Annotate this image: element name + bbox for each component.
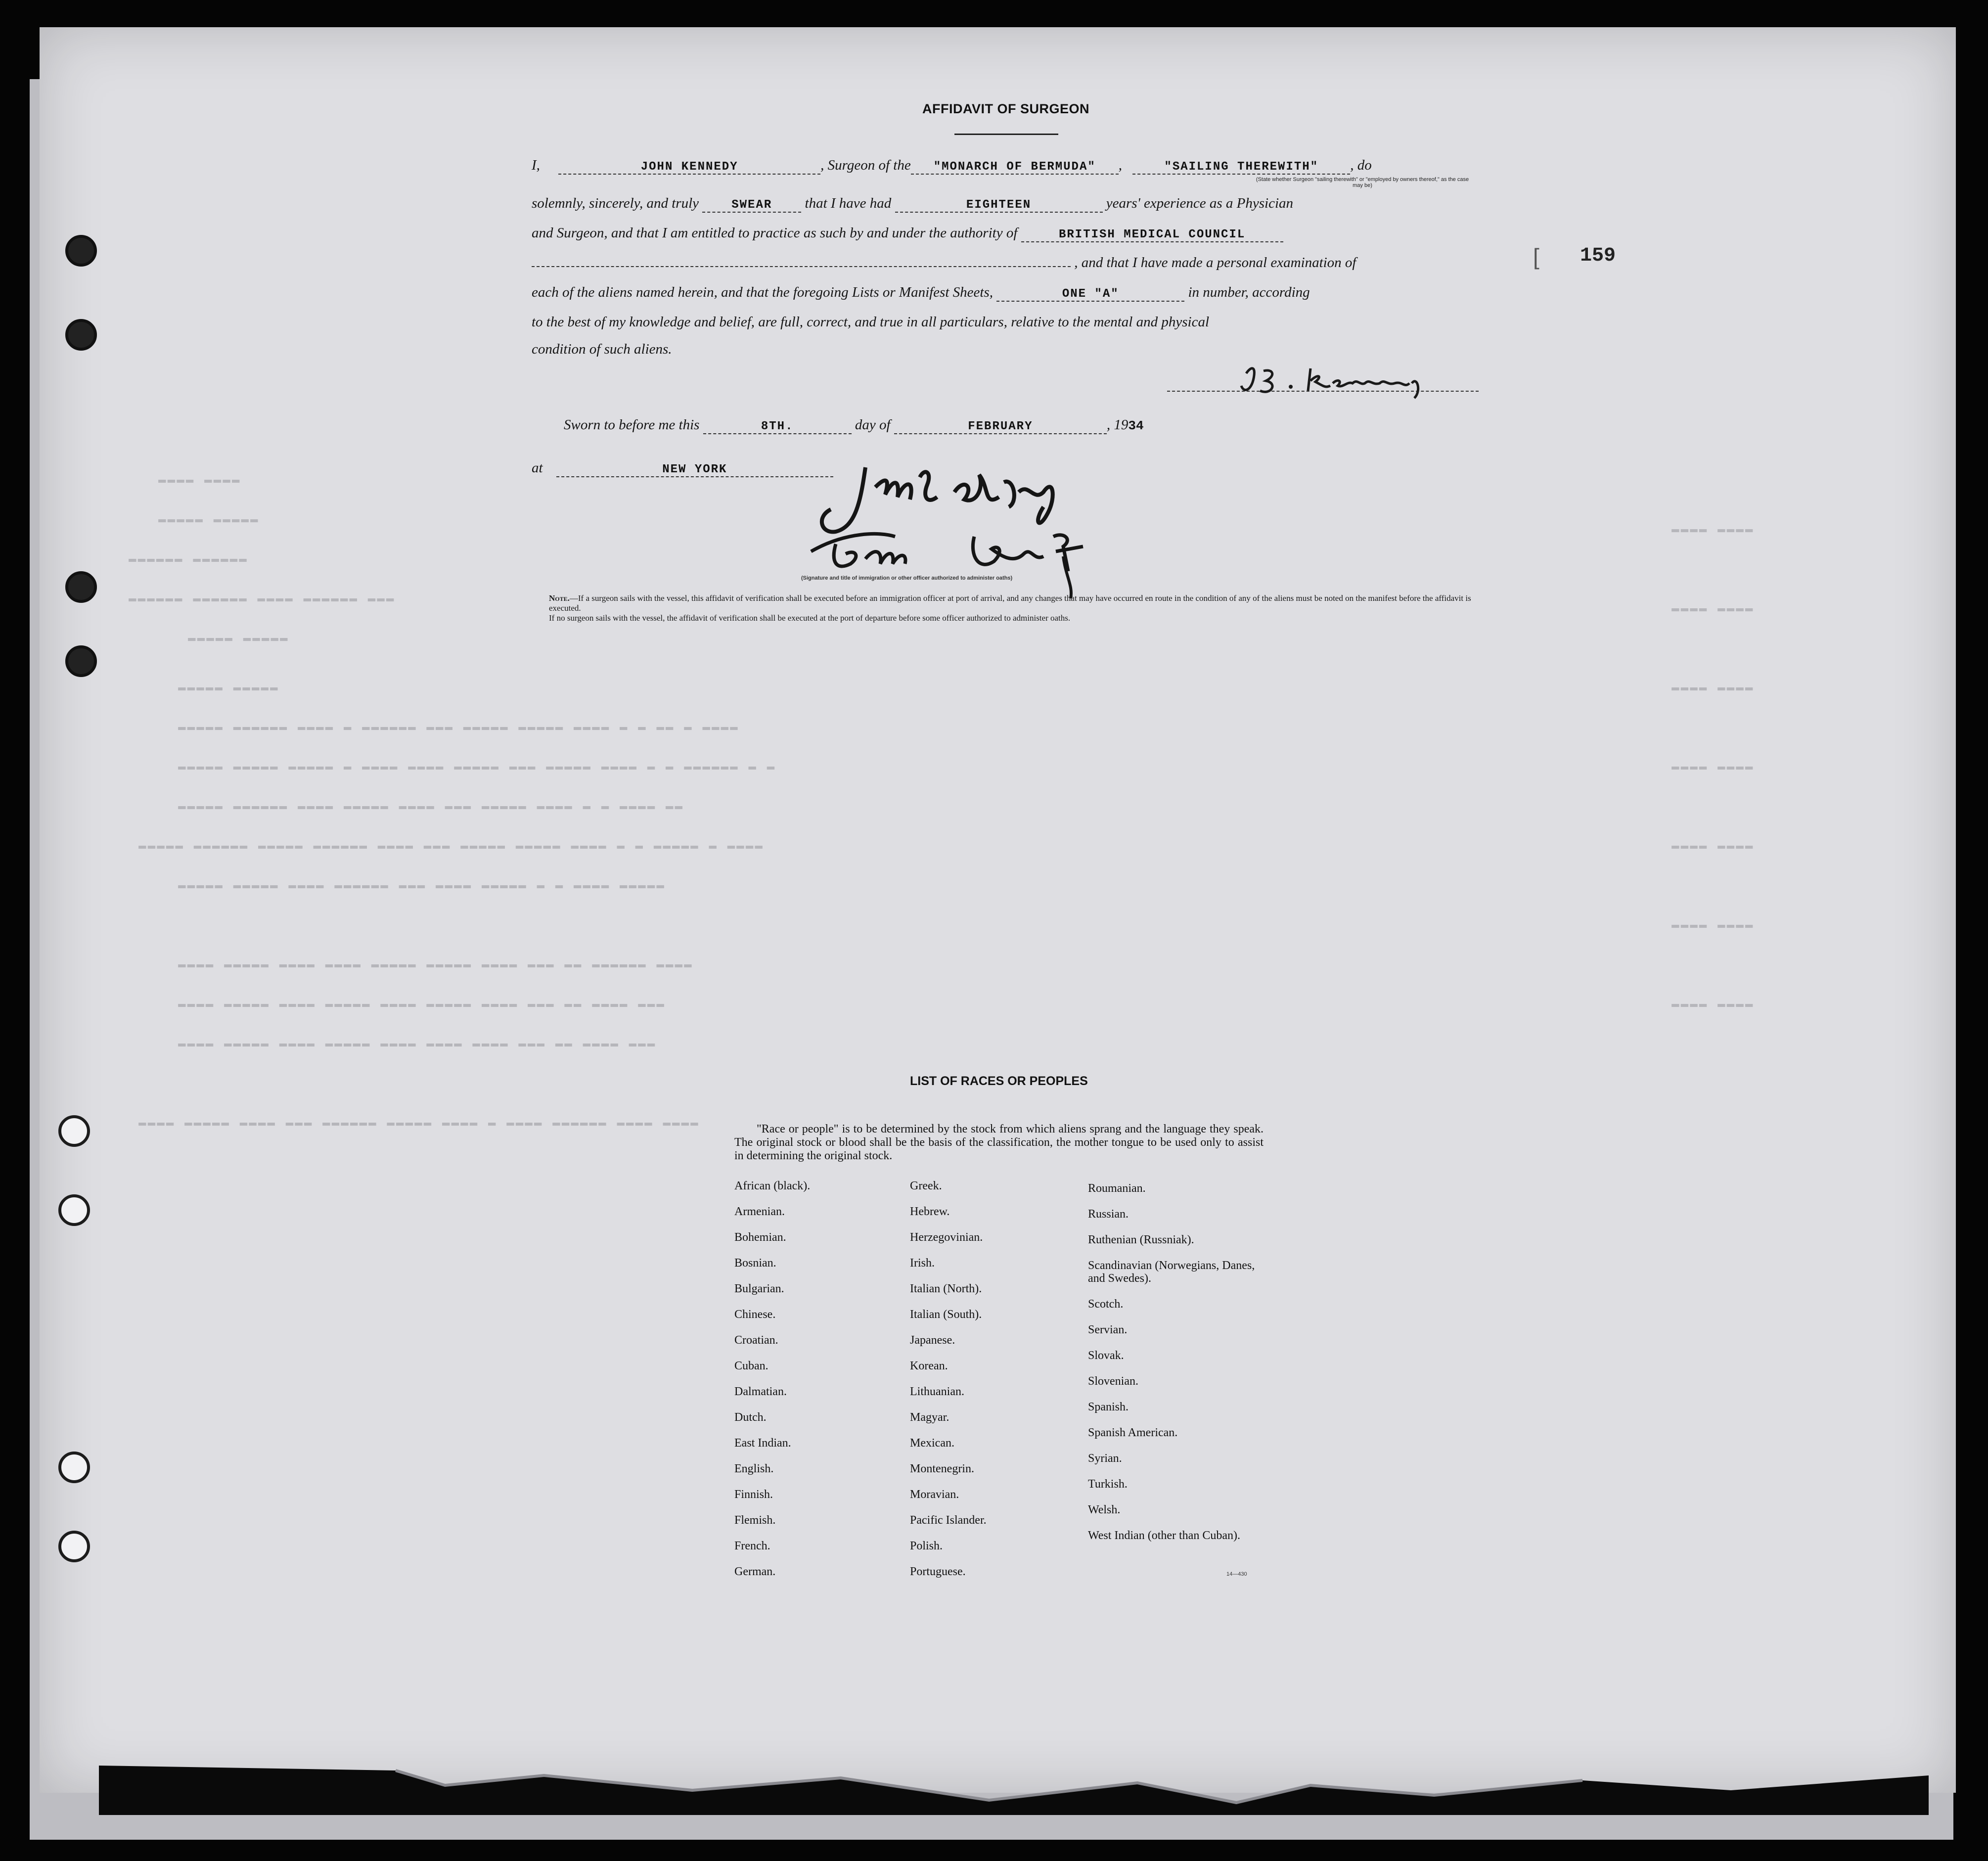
race-entry: African (black). <box>734 1180 811 1192</box>
binder-hole <box>65 645 97 677</box>
years-field <box>895 195 1103 213</box>
affidavit-note <box>529 593 1479 623</box>
race-entry: Armenian. <box>734 1205 785 1218</box>
race-entry: Italian (South). <box>910 1308 982 1321</box>
affidavit-line-3 <box>532 225 1481 242</box>
affidavit-line-1: I, JOHN KENNEDY , Surgeon of the "MONARCH OF BERMUDA" , "SAILING THEREWITH" , do <box>532 157 1372 174</box>
race-entry: Spanish. <box>1088 1401 1129 1413</box>
races-column-3 <box>1088 1182 1266 1568</box>
line-text: , and that I have made a personal examination of <box>1074 255 1356 271</box>
race-entry: English. <box>734 1462 774 1475</box>
race-entry: Slovak. <box>1088 1349 1124 1362</box>
race-entry: Ruthenian (Russniak). <box>1088 1233 1194 1246</box>
race-entry: Lithuanian. <box>910 1385 964 1398</box>
vessel-field <box>911 157 1119 175</box>
page-bracket: [ <box>1533 244 1539 270</box>
race-entry: Chinese. <box>734 1308 776 1321</box>
race-entry: Flemish. <box>734 1514 776 1527</box>
binder-hole <box>58 1452 90 1483</box>
affidavit-line-2 <box>532 195 1481 213</box>
races-title: LIST OF RACES OR PEOPLES <box>910 1074 1088 1088</box>
day-value: 8TH. <box>761 420 794 433</box>
race-entry: West Indian (other than Cuban). <box>1088 1529 1240 1542</box>
place-value: NEW YORK <box>662 463 727 476</box>
line-text: , 19 <box>1106 417 1129 433</box>
note-text-2: If no surgeon sails with the vessel, the affidavit of verification shall be executed at the port of departure before some officer authorized to administer oaths. <box>549 613 1071 623</box>
race-entry: Pacific Islander. <box>910 1514 987 1527</box>
line-text: and Surgeon, and that I am entitled to practice as such by and under the authority of <box>532 225 1018 241</box>
line-text: years' experience as a Physician <box>1106 195 1294 211</box>
page-number: 159 <box>1580 245 1616 267</box>
race-entry: Scandinavian (Norwegians, Danes, and Swedes). <box>1088 1259 1255 1285</box>
authority-value: BRITISH MEDICAL COUNCIL <box>1058 228 1246 241</box>
line-text: that I have had <box>805 195 892 211</box>
surgeon-name-field <box>558 157 820 175</box>
race-entry: Croatian. <box>734 1334 778 1347</box>
race-entry: Bulgarian. <box>734 1282 784 1295</box>
line-text: day of <box>855 417 891 433</box>
race-entry: Magyar. <box>910 1411 949 1424</box>
binder-hole <box>65 319 97 351</box>
note-text: —If a surgeon sails with the vessel, this affidavit of verification shall be executed before an immigration officer at port of arrival, and any changes that may have occurred en route in the condition of any of the aliens must be noted on the manifest before the affidavit is executed. <box>549 593 1471 613</box>
line-text: do <box>1357 157 1372 173</box>
race-entry: Turkish. <box>1088 1478 1128 1491</box>
race-entry: Slovenian. <box>1088 1375 1138 1388</box>
day-field <box>703 417 852 434</box>
race-entry: Spanish American. <box>1088 1426 1178 1439</box>
race-entry: Greek. <box>910 1180 942 1192</box>
sheets-value: ONE "A" <box>1062 287 1119 301</box>
binder-hole <box>65 235 97 267</box>
races-intro: "Race or people" is to be determined by the stock from which aliens sprang and the language they speak. The original stock or blood shall be the basis of the classification, the mother tongue to be used only to assist in determining the original stock. <box>734 1123 1264 1162</box>
race-entry: Polish. <box>910 1540 943 1552</box>
race-entry: Servian. <box>1088 1323 1128 1336</box>
binder-hole <box>58 1531 90 1562</box>
line-text: solemnly, sincerely, and truly <box>532 195 699 211</box>
sheets-field <box>996 284 1184 302</box>
race-entry: Hebrew. <box>910 1205 950 1218</box>
race-entry: Portuguese. <box>910 1565 966 1578</box>
sworn-line <box>532 417 1481 434</box>
binder-hole <box>58 1115 90 1147</box>
race-entry: Scotch. <box>1088 1298 1124 1311</box>
race-entry: Welsh. <box>1088 1503 1121 1516</box>
race-entry: Russian. <box>1088 1208 1129 1221</box>
affidavit-line-5 <box>532 284 1481 302</box>
race-entry: French. <box>734 1540 770 1552</box>
document-page: ▬▬▬▬ ▬▬▬▬ ▬▬▬▬▬ ▬▬▬▬▬ ▬▬▬▬▬▬ ▬▬▬▬▬▬ ▬▬▬▬▬▬ ▬▬▬▬▬▬ ▬▬▬▬ ▬▬▬▬▬▬ ▬▬▬ ▬▬▬▬▬ ▬▬▬▬▬ ▬▬▬▬▬ ▬▬▬▬▬ ▬▬▬▬▬ ▬▬▬▬▬▬ ▬▬▬▬ ▬ ▬▬▬▬▬▬ ▬▬▬ ▬▬▬▬▬ ▬▬▬▬▬ ▬▬▬▬ ▬ ▬ ▬▬ ▬ ▬▬▬▬ ▬▬▬▬▬ ▬▬▬▬▬ ▬▬▬▬▬ ▬ ▬▬▬▬ ▬▬▬▬ ▬▬▬▬▬ ▬▬▬ ▬▬▬▬▬ ▬▬▬▬ ▬ ▬ ▬▬▬▬▬▬ ▬ ▬ ▬▬▬▬▬ ▬▬▬▬▬▬ ▬▬▬▬ ▬▬▬▬▬ ▬▬▬▬ ▬▬▬ ▬▬▬▬▬ ▬▬▬▬ ▬ ▬ ▬▬▬▬ ▬▬ ▬▬▬▬▬ ▬▬▬▬▬▬ ▬▬▬▬▬ ▬▬▬▬▬▬ ▬▬▬▬ ▬▬▬ ▬▬▬▬▬ ▬▬▬▬▬ ▬▬▬▬ ▬ ▬ ▬▬▬▬▬ ▬ ▬▬▬▬ ▬▬▬▬▬ ▬▬▬▬▬ ▬▬▬▬ ▬▬▬▬▬▬ ▬▬▬ ▬▬▬▬ ▬▬▬▬▬ ▬ ▬ ▬▬▬▬ ▬▬▬▬▬ ▬▬▬▬ ▬▬▬▬▬ ▬▬▬▬ ▬▬▬▬ ▬▬▬▬▬ ▬▬▬▬▬ ▬▬▬▬ ▬▬▬ ▬▬ ▬▬▬▬▬▬ ▬▬▬▬ ▬▬▬▬ ▬▬▬▬▬ ▬▬▬▬ ▬▬▬▬▬ ▬▬▬▬ ▬▬▬▬▬ ▬▬▬▬ ▬▬▬ ▬▬ ▬▬▬▬ ▬▬▬ ▬▬▬▬ ▬▬▬▬▬ ▬▬▬▬ ▬▬▬▬▬ ▬▬▬▬ ▬▬▬▬ ▬▬▬▬ ▬▬▬ ▬▬ ▬▬▬▬ ▬▬▬ ▬▬▬▬ ▬▬▬▬▬ ▬▬▬▬ ▬▬▬ ▬▬▬▬▬▬ ▬▬▬▬▬ ▬▬▬▬ ▬ ▬▬▬▬ ▬▬▬▬▬▬ ▬▬▬▬ ▬▬▬▬ ▬▬▬▬ ▬▬▬▬ ▬▬▬▬ ▬▬▬▬ ▬▬▬▬ ▬▬▬▬ ▬▬▬▬ ▬▬▬▬ ▬▬▬▬ ▬▬▬▬ ▬▬▬▬ ▬▬▬▬ ▬▬▬▬ ▬▬▬▬ <box>40 27 1956 1793</box>
affidavit-line-4 <box>532 255 1481 271</box>
race-entry: Korean. <box>910 1360 948 1372</box>
binder-hole <box>58 1194 90 1226</box>
line-text: at <box>532 460 543 476</box>
surgeon-name-value: JOHN KENNEDY <box>640 160 738 174</box>
race-entry: Japanese. <box>910 1334 955 1347</box>
line-text: I, <box>532 157 540 173</box>
race-entry: Montenegrin. <box>910 1462 974 1475</box>
affidavit-title: AFFIDAVIT OF SURGEON <box>922 101 1089 116</box>
race-entry: German. <box>734 1565 776 1578</box>
month-field <box>894 417 1107 434</box>
place-field <box>556 460 833 477</box>
binder-hole <box>65 571 97 603</box>
race-entry: Bohemian. <box>734 1231 786 1244</box>
line-text: in number, according <box>1188 284 1310 300</box>
year-value: 34 <box>1128 418 1144 433</box>
race-entry: Syrian. <box>1088 1452 1122 1465</box>
races-column-1 <box>734 1180 883 1591</box>
races-column-2 <box>910 1180 1068 1591</box>
race-entry: Dalmatian. <box>734 1385 787 1398</box>
form-number: 14—430 <box>1226 1571 1247 1577</box>
sailing-field <box>1132 157 1350 175</box>
oath-field <box>702 195 801 213</box>
line-text: each of the aliens named herein, and that the foregoing Lists or Manifest Sheets, <box>532 284 993 300</box>
race-entry: Irish. <box>910 1257 935 1270</box>
month-value: FEBRUARY <box>968 420 1033 433</box>
affidavit-line-7: condition of such aliens. <box>532 341 672 357</box>
race-entry: Roumanian. <box>1088 1182 1146 1195</box>
race-entry: Bosnian. <box>734 1257 776 1270</box>
line-text: Sworn to before me this <box>564 417 700 433</box>
race-entry: Cuban. <box>734 1360 768 1372</box>
sailing-value: "SAILING THEREWITH" <box>1164 160 1319 174</box>
line-text: , Surgeon of the <box>820 157 911 173</box>
race-entry: Dutch. <box>734 1411 767 1424</box>
race-entry: Mexican. <box>910 1437 954 1450</box>
race-entry: Moravian. <box>910 1488 959 1501</box>
affidavit-line-6: to the best of my knowledge and belief, are full, correct, and true in all particulars, relative to the mental and physical <box>532 314 1210 330</box>
title-underline <box>954 134 1058 135</box>
years-value: EIGHTEEN <box>966 198 1032 212</box>
race-entry: Italian (North). <box>910 1282 982 1295</box>
torn-edge <box>99 1756 1929 1815</box>
race-entry: Herzegovinian. <box>910 1231 983 1244</box>
race-entry: Finnish. <box>734 1488 773 1501</box>
race-entry: East Indian. <box>734 1437 791 1450</box>
authority-field <box>1021 225 1283 242</box>
signature-caption: (Signature and title of immigration or other officer authorized to administer oaths) <box>801 575 1013 581</box>
surgeon-status-note: (State whether Surgeon "sailing therewith" or "employed by owners thereof," as the case may be) <box>1256 177 1469 188</box>
vessel-value: "MONARCH OF BERMUDA" <box>933 160 1096 174</box>
oath-value: SWEAR <box>731 198 772 212</box>
note-label: Note. <box>549 593 570 603</box>
blank-field <box>532 266 1071 267</box>
surgeon-signature <box>1236 356 1449 401</box>
